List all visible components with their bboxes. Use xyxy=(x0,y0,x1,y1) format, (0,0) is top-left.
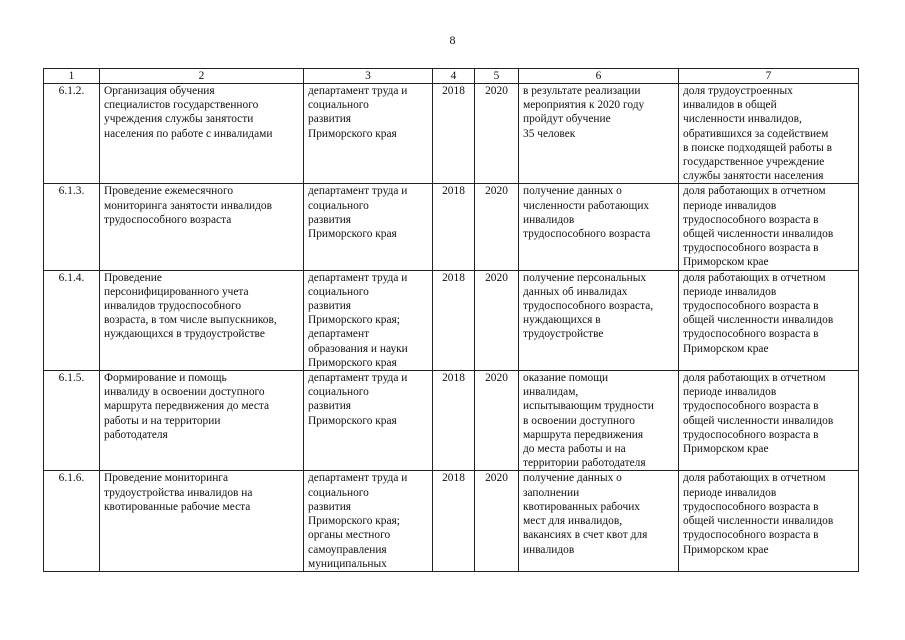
activity-name: Проведение персонифицированного учета инвалидов трудоспособного возраста, в том числе выпускников, нуждающихся в трудоустройстве xyxy=(100,270,304,370)
responsible-executor: департамент труда и социального развития Приморского края xyxy=(304,184,433,270)
column-number-header xyxy=(44,69,859,84)
page-number: 8 xyxy=(449,33,456,47)
table-row xyxy=(44,371,859,471)
table-row xyxy=(44,184,859,270)
start-year: 2018 xyxy=(433,184,475,270)
expected-result: получение данных о заполнении квотированных рабочих мест для инвалидов, вакансиях в счет квот для инвалидов xyxy=(519,471,679,571)
target-indicator: доля работающих в отчетном периоде инвалидов трудоспособного возраста в общей численности инвалидов трудоспособного возраста в Приморском крае xyxy=(679,270,859,370)
expected-result: получение персональных данных об инвалидах трудоспособного возраста, нуждающихся в трудоустройстве xyxy=(519,270,679,370)
target-indicator: доля работающих в отчетном периоде инвалидов трудоспособного возраста в общей численности инвалидов трудоспособного возраста в Приморском крае xyxy=(679,184,859,270)
table-row xyxy=(44,270,859,370)
activity-name: Формирование и помощь инвалиду в освоении доступного маршрута передвижения до места работы и на территории работодателя xyxy=(100,371,304,471)
table-row xyxy=(44,84,859,184)
start-year: 2018 xyxy=(433,84,475,184)
responsible-executor: департамент труда и социального развития Приморского края; органы местного самоуправления муниципальных xyxy=(304,471,433,571)
end-year: 2020 xyxy=(475,371,519,471)
column-header: 4 xyxy=(433,69,475,84)
activities-table xyxy=(43,68,859,572)
start-year: 2018 xyxy=(433,270,475,370)
activity-name: Проведение мониторинга трудоустройства инвалидов на квотированные рабочие места xyxy=(100,471,304,571)
responsible-executor: департамент труда и социального развития Приморского края xyxy=(304,371,433,471)
end-year: 2020 xyxy=(475,471,519,571)
column-header: 2 xyxy=(100,69,304,84)
end-year: 2020 xyxy=(475,184,519,270)
activity-name: Организация обучения специалистов государственного учреждения службы занятости населения по работе с инвалидами xyxy=(100,84,304,184)
column-header: 3 xyxy=(304,69,433,84)
responsible-executor: департамент труда и социального развития Приморского края xyxy=(304,84,433,184)
column-header: 7 xyxy=(679,69,859,84)
expected-result: получение данных о численности работающих инвалидов трудоспособного возраста xyxy=(519,184,679,270)
item-number: 6.1.5. xyxy=(44,371,100,471)
table-row xyxy=(44,471,859,571)
target-indicator: доля работающих в отчетном периоде инвалидов трудоспособного возраста в общей численности инвалидов трудоспособного возраста в Приморском крае xyxy=(679,471,859,571)
end-year: 2020 xyxy=(475,270,519,370)
column-header: 5 xyxy=(475,69,519,84)
activity-name: Проведение ежемесячного мониторинга занятости инвалидов трудоспособного возраста xyxy=(100,184,304,270)
expected-result: в результате реализации мероприятия к 2020 году пройдут обучение 35 человек xyxy=(519,84,679,184)
expected-result: оказание помощи инвалидам, испытывающим трудности в освоении доступного маршрута передвижения до места работы и на территории работодателя xyxy=(519,371,679,471)
responsible-executor: департамент труда и социального развития Приморского края; департамент образования и науки Приморского края xyxy=(304,270,433,370)
item-number: 6.1.2. xyxy=(44,84,100,184)
start-year: 2018 xyxy=(433,371,475,471)
item-number: 6.1.4. xyxy=(44,270,100,370)
target-indicator: доля трудоустроенных инвалидов в общей численности инвалидов, обратившихся за содействием в поиске подходящей работы в государственное учреждение службы занятости населения xyxy=(679,84,859,184)
item-number: 6.1.6. xyxy=(44,471,100,571)
item-number: 6.1.3. xyxy=(44,184,100,270)
column-header: 1 xyxy=(44,69,100,84)
end-year: 2020 xyxy=(475,84,519,184)
target-indicator: доля работающих в отчетном периоде инвалидов трудоспособного возраста в общей численности инвалидов трудоспособного возраста в Приморском крае xyxy=(679,371,859,471)
start-year: 2018 xyxy=(433,471,475,571)
column-header: 6 xyxy=(519,69,679,84)
